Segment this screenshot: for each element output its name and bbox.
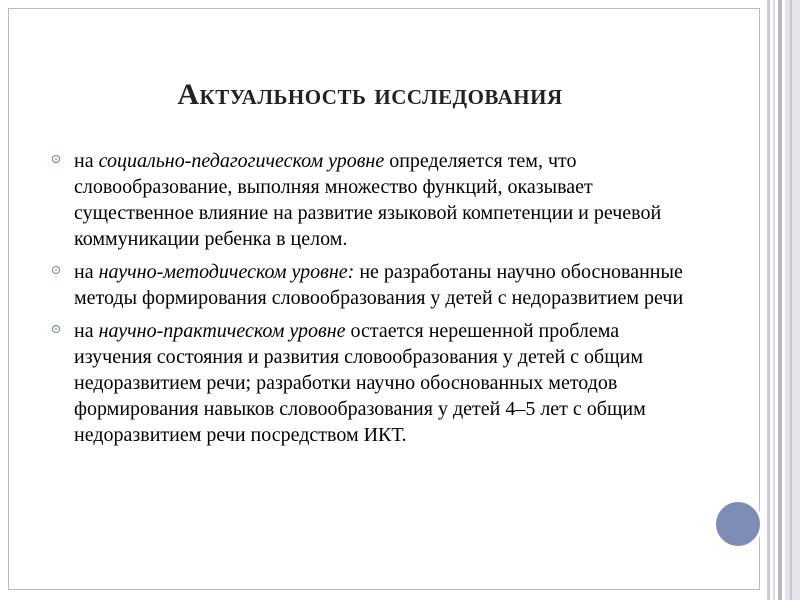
bullet-item bbox=[50, 148, 690, 252]
decorative-stripe bbox=[778, 0, 782, 600]
bullet-icon bbox=[52, 155, 60, 163]
decorative-stripe bbox=[773, 0, 775, 600]
bullet-prefix: на bbox=[74, 320, 99, 342]
decorative-stripe bbox=[790, 0, 792, 600]
bullet-prefix: на bbox=[74, 150, 99, 172]
decorative-circle-icon bbox=[713, 499, 763, 549]
bullet-item bbox=[50, 259, 690, 311]
bullet-emphasis: научно-практическом уровне bbox=[98, 320, 346, 342]
bullet-text: остается нерешенной проблема изучения состояния и развития словообразования у детей с общим недоразвитием речи; разработки научно обоснованных методов формирования навыков словообразования у детей 4–5 лет с общим недоразвитием речи посредством ИКТ. bbox=[74, 320, 646, 446]
bullet-text: определяется тем, что словообразование, выполняя множество функций, оказывает существенное влияние на развитие языковой компетенции и речевой коммуникации ребенка в целом. bbox=[74, 150, 662, 250]
bullet-icon bbox=[52, 325, 60, 333]
bullet-icon bbox=[52, 266, 60, 274]
bullet-text: не разработаны научно обоснованные методы формирования словообразования у детей с недоразвитием речи bbox=[74, 261, 684, 309]
bullet-prefix: на bbox=[74, 261, 99, 283]
bullet-list bbox=[50, 148, 690, 455]
bullet-emphasis: научно-методическом уровне: bbox=[98, 261, 355, 283]
decorative-stripe bbox=[767, 0, 770, 600]
bullet-emphasis: социально-педагогическом уровне bbox=[98, 150, 385, 172]
slide-title: Актуальность исследования bbox=[177, 78, 563, 111]
bullet-item bbox=[50, 318, 690, 448]
decorative-stripe bbox=[785, 0, 800, 600]
